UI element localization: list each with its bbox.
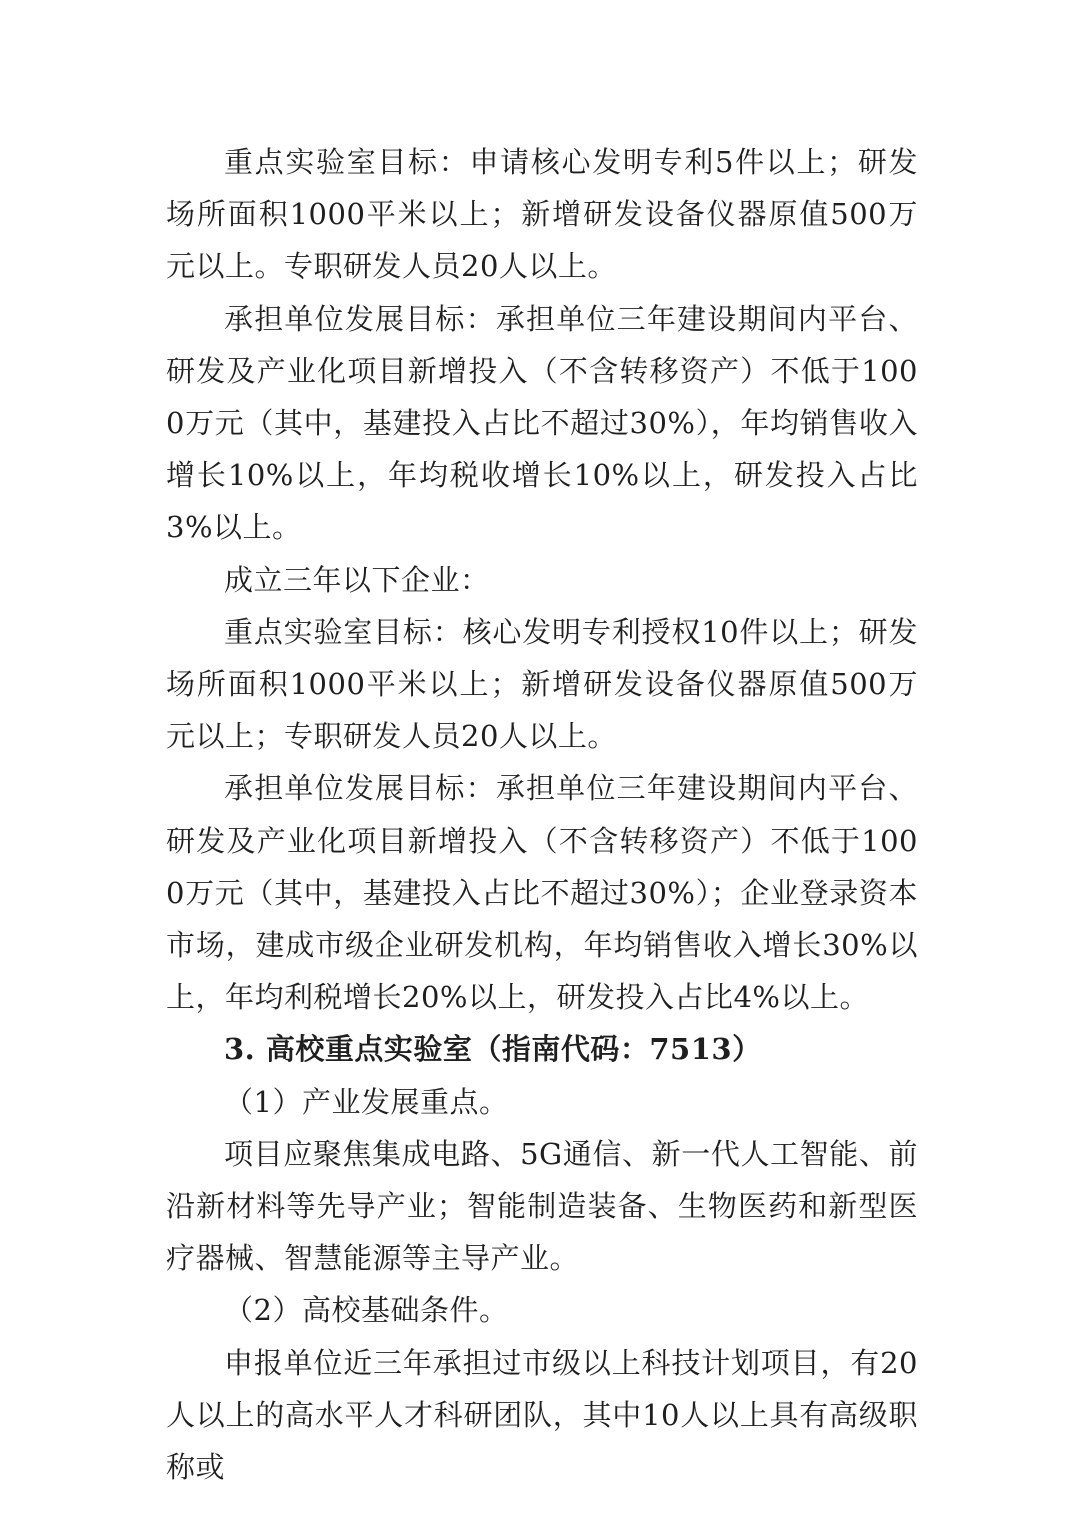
paragraph-unit-targets: 承担单位发展目标：承担单位三年建设期间内平台、研发及产业化项目新增投入（不含转移资产）不低于1000万元（其中，基建投入占比不超过30%），年均销售收入增长10%以上，年均税收增长10%以上，研发投入占比3%以上。: [166, 301, 918, 545]
paragraph-new-enterprise-unit-targets: 承担单位发展目标：承担单位三年建设期间内平台、研发及产业化项目新增投入（不含转移资产）不低于1000万元（其中，基建投入占比不超过30%）；企业登录资本市场，建成市级企业研发机构，年均销售收入增长30%以上，年均利税增长20%以上，研发投入占比4%以上。: [166, 771, 918, 1015]
subheading-university-conditions: （2）高校基础条件。: [224, 1293, 509, 1328]
paragraph-industry-focus: 项目应聚焦集成电路、5G通信、新一代人工智能、前沿新材料等先导产业；智能制造装备、生物医药和新型医疗器械、智慧能源等主导产业。: [166, 1136, 918, 1276]
document-body: [166, 136, 918, 1493]
paragraph-new-enterprise-lab-targets: 重点实验室目标：核心发明专利授权10件以上；研发场所面积1000平米以上；新增研发设备仪器原值500万元以上；专职研发人员20人以上。: [166, 614, 918, 754]
paragraph-lab-targets: 重点实验室目标：申请核心发明专利5件以上；研发场所面积1000平米以上；新增研发设备仪器原值500万元以上。专职研发人员20人以上。: [166, 145, 918, 284]
paragraph-new-enterprise-label: 成立三年以下企业：: [224, 562, 490, 597]
section-heading-university-lab: 3. 高校重点实验室（指南代码：7513）: [224, 1032, 762, 1067]
subheading-industry-focus: （1）产业发展重点。: [224, 1084, 509, 1119]
paragraph-university-conditions: 申报单位近三年承担过市级以上科技计划项目，有20人以上的高水平人才科研团队，其中10人以上具有高级职称或: [166, 1345, 918, 1485]
